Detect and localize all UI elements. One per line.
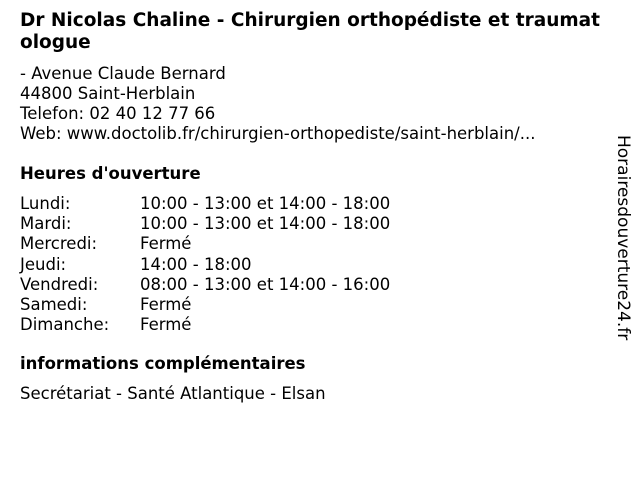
web-link[interactable]: www.doctolib.fr/chirurgien-orthopediste/saint-herblain/... [66,124,536,143]
day-label: Dimanche: [20,315,110,335]
day-label: Mercredi: [20,234,98,254]
day-label: Lundi: [20,194,71,213]
day-hours: 10:00 - 13:00 et 14:00 - 18:00 [140,214,391,234]
phone-label: Telefon: [20,104,85,123]
opening-hours-table [20,194,390,335]
site-watermark: Horairesdouverture24.fr [613,135,633,341]
day-hours: 10:00 - 13:00 et 14:00 - 18:00 [140,194,391,213]
address-street: - Avenue Claude Bernard [20,64,226,83]
hours-row [20,255,390,275]
day-hours: Fermé [140,315,192,335]
business-title: Dr Nicolas Chaline - Chirurgien orthopédiste et traumatologue [20,10,600,53]
day-label: Samedi: [20,295,88,315]
day-label: Jeudi: [20,254,67,274]
day-hours: 14:00 - 18:00 [140,254,252,274]
day-hours: Fermé [140,234,192,254]
phone-number[interactable]: 02 40 12 77 66 [89,104,216,123]
hours-row [20,275,390,295]
day-label: Vendredi: [20,274,99,294]
hours-row [20,234,390,254]
info-text: Secrétariat - Santé Atlantique - Elsan [20,384,326,403]
web-line [20,124,535,144]
phone-line [20,104,535,124]
info-heading: informations complémentaires [20,354,306,373]
hours-row [20,315,390,335]
web-label: Web: [20,124,62,143]
hours-row [20,214,390,234]
day-hours: Fermé [140,295,192,315]
hours-row [20,194,390,214]
hours-row [20,295,390,315]
address-city: 44800 Saint-Herblain [20,84,196,103]
hours-heading: Heures d'ouverture [20,164,201,183]
day-label: Mardi: [20,214,72,234]
day-hours: 08:00 - 13:00 et 14:00 - 16:00 [140,274,391,294]
address-block [20,64,535,144]
